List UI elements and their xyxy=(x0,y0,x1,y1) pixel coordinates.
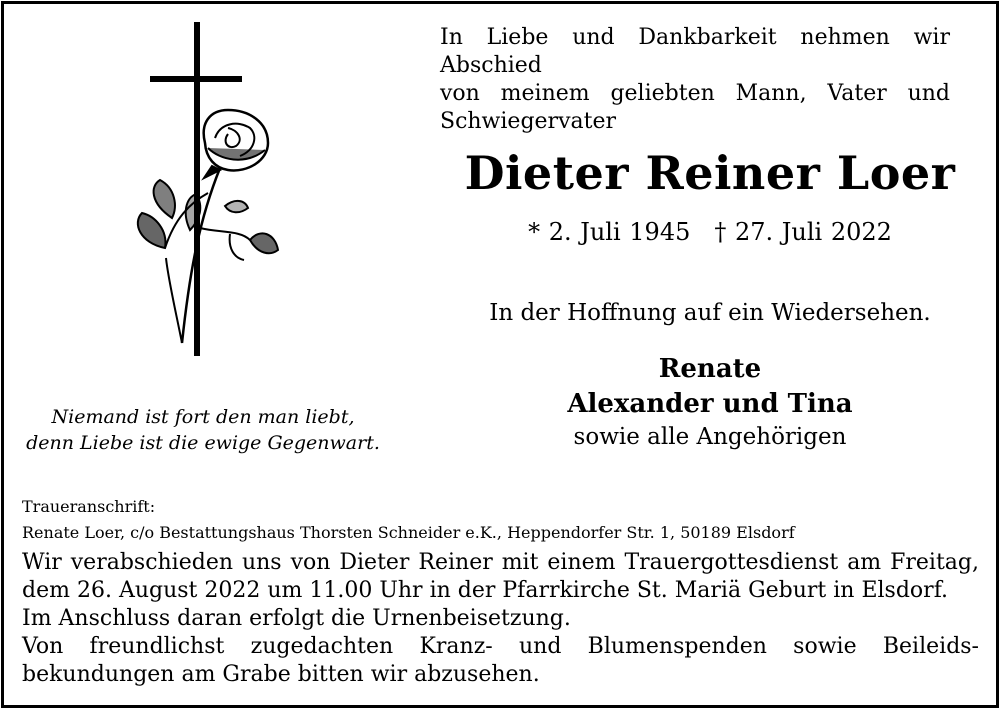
address-label: Traueranschrift: xyxy=(22,497,156,516)
intro-line: Schwiegervater xyxy=(440,109,616,134)
mourner-others: sowie alle Angehörigen xyxy=(573,424,847,450)
mourning-address xyxy=(22,494,972,546)
service-text xyxy=(22,549,979,689)
service-line: Von freundlichst zugedachten Kranz- und Blumenspenden sowie Beileids- xyxy=(22,634,979,659)
mourner-name: Renate xyxy=(658,354,762,384)
intro-line: In Liebe und Dankbarkeit nehmen wir Abschied xyxy=(440,25,950,78)
service-line: Wir verabschieden uns von Dieter Reiner mit einem Trauergottesdienst am Freitag, xyxy=(22,550,979,575)
rose-icon xyxy=(138,110,278,343)
deceased-name: Dieter Reiner Loer xyxy=(464,146,956,200)
service-line: bekundungen am Grabe bitten wir abzusehen. xyxy=(22,662,540,687)
service-line: Im Anschluss daran erfolgt die Urnenbeisetzung. xyxy=(22,606,571,631)
death-date: † 27. Juli 2022 xyxy=(714,218,892,246)
quote-line: Niemand ist fort den man liebt, xyxy=(51,406,355,428)
hope-line: In der Hoffnung auf ein Wiedersehen. xyxy=(489,300,931,326)
service-line: dem 26. August 2022 um 11.00 Uhr in der Pfarrkirche St. Mariä Geburt in Elsdorf. xyxy=(22,578,949,603)
memorial-quote xyxy=(18,404,388,456)
mourner-name: Alexander und Tina xyxy=(567,389,853,419)
address-text: Renate Loer, c/o Bestattungshaus Thorsten Schneider e.K., Heppendorfer Str. 1, 50189 Elsdorf xyxy=(22,523,795,542)
life-dates xyxy=(420,218,1000,246)
cross-and-rose-illustration xyxy=(120,18,290,363)
quote-line: denn Liebe ist die ewige Gegenwart. xyxy=(26,432,380,454)
mourners xyxy=(420,352,1000,452)
birth-date: * 2. Juli 1945 xyxy=(528,218,691,246)
intro-text xyxy=(440,24,950,136)
intro-line: von meinem geliebten Mann, Vater und xyxy=(440,81,950,106)
